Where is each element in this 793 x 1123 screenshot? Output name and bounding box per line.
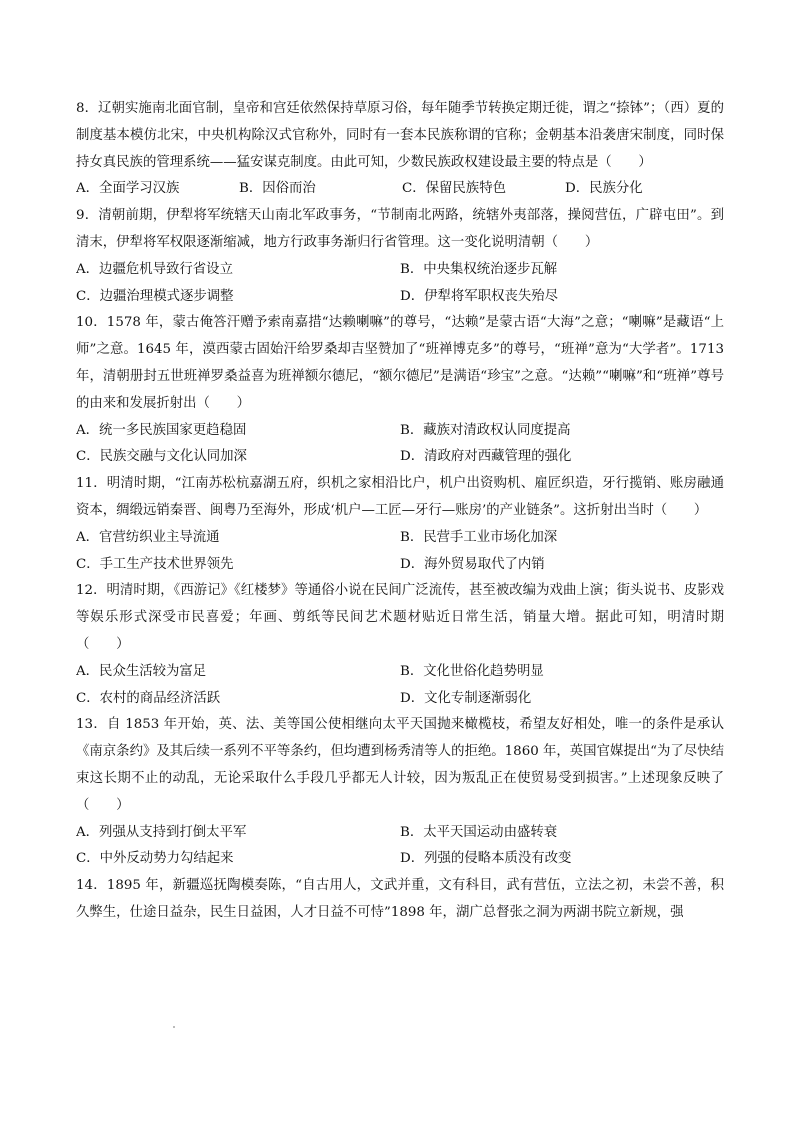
option-a[interactable]: A．官营纺织业主导流通	[76, 529, 220, 545]
answer-options	[76, 418, 724, 472]
option-c[interactable]: C．农村的商品经济活跃	[76, 690, 221, 706]
scan-speck	[173, 1026, 175, 1028]
question-11	[76, 471, 724, 578]
question-stem: 11．明清时期，“江南苏松杭嘉湖五府，织机之家相沿比户，机户出资购机、雇匠织造，牙行揽销、账房融通资本，绸缎远销秦晋、闽粤乃至海外，形成‘机户—工匠—牙行—账房’的产业链条”。这折射出当时（ ）	[76, 476, 724, 518]
option-a[interactable]: A．全面学习汉族	[76, 181, 180, 197]
option-b[interactable]: B．太平天国运动由盛转衰	[400, 824, 558, 840]
option-a[interactable]: A．统一多民族国家更趋稳固	[76, 422, 247, 438]
question-13	[76, 712, 724, 873]
answer-options	[76, 820, 724, 874]
option-a[interactable]: A．民众生活较为富足	[76, 663, 207, 679]
answer-options	[76, 525, 724, 579]
option-c[interactable]: C．边疆治理模式逐步调整	[76, 288, 234, 304]
option-b[interactable]: B．因俗而治	[239, 181, 316, 197]
option-d[interactable]: D．文化专制逐渐弱化	[400, 690, 532, 706]
option-d[interactable]: D．民族分化	[565, 181, 643, 197]
question-stem: 12．明清时期，《西游记》《红楼梦》等通俗小说在民间广泛流传，甚至被改编为戏曲上演；街头说书、皮影戏等娱乐形式深受市民喜爱；年画、剪纸等民间艺术题材贴近日常生活，销量大增。据此可知，明清时期（ ）	[76, 583, 724, 652]
question-stem: 13．自 1853 年开始，英、法、美等国公使相继向太平天国抛来橄榄枝，希望友好相处，唯一的条件是承认《南京条约》及其后续一系列不平等条约，但均遭到杨秀清等人的拒绝。1860 年，英国官媒提出“为了尽快结束这长期不止的动乱，无论采取什么手段几乎都无人计较，因为叛乱正在使贸易受到损害。”上述现象反映了（ ）	[76, 717, 724, 813]
option-c[interactable]: C．中外反动势力勾结起来	[76, 851, 234, 867]
option-b[interactable]: B．藏族对清政权认同度提高	[400, 422, 571, 438]
option-d[interactable]: D．伊犁将军职权丧失殆尽	[400, 288, 559, 304]
option-c[interactable]: C．手工生产技术世界领先	[76, 556, 234, 572]
question-stem: 8．辽朝实施南北面官制，皇帝和宫廷依然保持草原习俗，每年随季节转换定期迁徙，谓之“捺钵”；（西）夏的制度基本模仿北宋，中央机构除汉式官称外，同时有一套本民族称谓的官称；金朝基本沿袭唐宋制度，同时保持女真民族的管理系统——猛安谋克制度。由此可知，少数民族政权建设最主要的特点是（ ）	[76, 101, 724, 170]
option-d[interactable]: D．列强的侵略本质没有改变	[400, 851, 572, 867]
question-12	[76, 578, 724, 712]
option-c[interactable]: C．民族交融与文化认同加深	[76, 449, 247, 465]
option-b[interactable]: B．文化世俗化趋势明显	[400, 663, 544, 679]
answer-options	[76, 257, 724, 311]
option-d[interactable]: D．海外贸易取代了内销	[400, 556, 545, 572]
question-stem: 14．1895 年，新疆巡抚陶模奏陈，“自古用人，文武并重，文有科目，武有营伍，立法之初，未尝不善，积久弊生，仕途日益杂，民生日益困，人才日益不可恃”1898 年，湖广总督张之洞为两湖书院立新规，强	[76, 878, 724, 920]
answer-options	[76, 659, 724, 713]
option-c[interactable]: C．保留民族特色	[402, 181, 506, 197]
question-10	[76, 310, 724, 471]
question-14	[76, 873, 724, 927]
answer-options	[76, 176, 724, 203]
exam-page	[76, 96, 724, 927]
option-a[interactable]: A．边疆危机导致行省设立	[76, 261, 233, 277]
option-a[interactable]: A．列强从支持到打倒太平军	[76, 824, 247, 840]
option-b[interactable]: B．中央集权统治逐步瓦解	[400, 261, 558, 277]
option-b[interactable]: B．民营手工业市场化加深	[400, 529, 558, 545]
question-8	[76, 96, 724, 203]
option-d[interactable]: D．清政府对西藏管理的强化	[400, 449, 572, 465]
question-9	[76, 203, 724, 310]
question-stem: 10．1578 年，蒙古俺答汗赠予索南嘉措“达赖喇嘛”的尊号，“达赖”是蒙古语“大海”之意；“喇嘛”是藏语“上师”之意。1645 年，漠西蒙古固始汗给罗桑却吉坚赞加了“班禅博克多”的尊号，“班禅”意为“大学者”。1713 年，清朝册封五世班禅罗桑益喜为班禅额尔德尼，“额尔德尼”是满语“珍宝”之意。“达赖”“喇嘛”和“班禅”尊号的由来和发展折射出（ ）	[76, 315, 724, 411]
question-stem: 9．清朝前期，伊犁将军统辖天山南北军政事务，“节制南北两路，统辖外夷部落，操阅营伍，广辟屯田”。到清末，伊犁将军权限逐渐缩减，地方行政事务渐归行省管理。这一变化说明清朝（ ）	[76, 208, 724, 250]
